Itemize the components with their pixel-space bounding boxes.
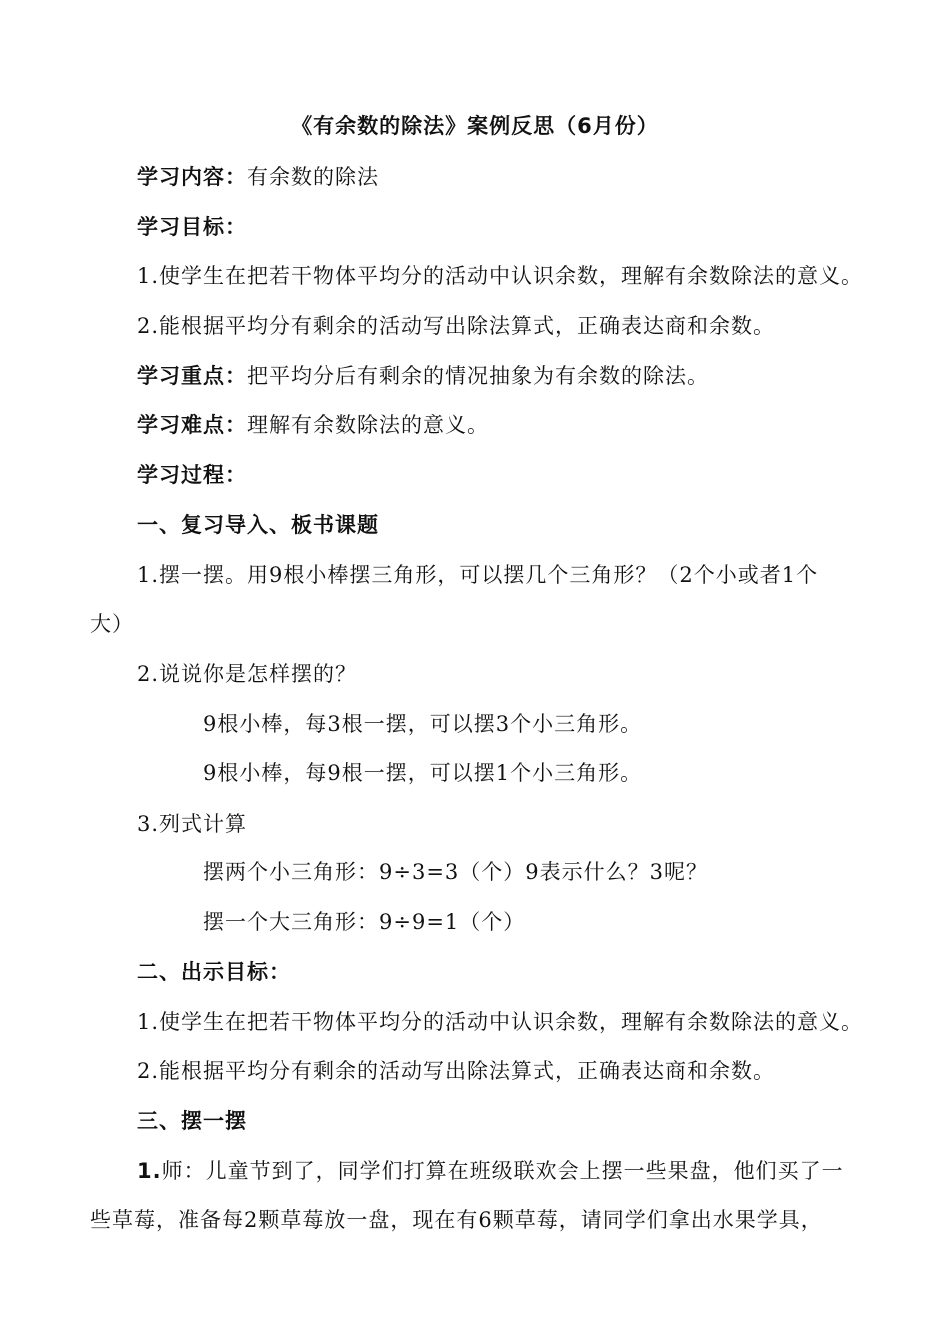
section1-item2-sub-2: 9根小棒，每9根一摆，可以摆1个小三角形。 bbox=[203, 761, 643, 785]
section1-item3-sub-2: 摆一个大三角形：9÷9=1（个） bbox=[203, 910, 526, 934]
section1-item2-sub-1: 9根小棒，每3根一摆，可以摆3个小三角形。 bbox=[203, 712, 643, 736]
difficulty-label: 学习难点： bbox=[137, 413, 247, 437]
content-label: 学习内容： bbox=[137, 165, 247, 189]
difficulty-row bbox=[137, 411, 489, 439]
key-point-row bbox=[137, 362, 709, 390]
section1-item1-line2: 大） bbox=[90, 612, 134, 636]
document-title: 《有余数的除法》案例反思（6月份） bbox=[291, 114, 659, 138]
section2-heading: 二、出示目标： bbox=[137, 960, 291, 984]
section3-heading: 三、摆一摆 bbox=[137, 1109, 247, 1133]
section2-item-1: 1.使学生在把若干物体平均分的活动中认识余数，理解有余数除法的意义。 bbox=[137, 1010, 864, 1034]
content-text: 有余数的除法 bbox=[247, 165, 379, 189]
section1-item2: 2.说说你是怎样摆的？ bbox=[137, 662, 358, 686]
process-label: 学习过程： bbox=[137, 463, 247, 487]
key-point-label: 学习重点： bbox=[137, 364, 247, 388]
section1-item3-sub-1: 摆两个小三角形：9÷3=3（个）9表示什么？3呢？ bbox=[203, 860, 708, 884]
difficulty-text: 理解有余数除法的意义。 bbox=[247, 413, 489, 437]
goal-item-1: 1.使学生在把若干物体平均分的活动中认识余数，理解有余数除法的意义。 bbox=[137, 264, 864, 288]
goal-item-2: 2.能根据平均分有剩余的活动写出除法算式，正确表达商和余数。 bbox=[137, 314, 776, 338]
section1-heading: 一、复习导入、板书课题 bbox=[137, 513, 379, 537]
section3-para-text: 师：儿童节到了，同学们打算在班级联欢会上摆一些果盘，他们买了一 bbox=[161, 1159, 844, 1183]
goals-label: 学习目标： bbox=[137, 215, 247, 239]
section2-item-2: 2.能根据平均分有剩余的活动写出除法算式，正确表达商和余数。 bbox=[137, 1059, 776, 1083]
section1-item1-line1: 1.摆一摆。用9根小棒摆三角形，可以摆几个三角形？（2个小或者1个 bbox=[137, 563, 819, 587]
section3-para-number: 1. bbox=[137, 1159, 162, 1183]
section1-item3: 3.列式计算 bbox=[137, 812, 248, 836]
section3-para-line1 bbox=[137, 1157, 844, 1185]
key-point-text: 把平均分后有剩余的情况抽象为有余数的除法。 bbox=[247, 364, 709, 388]
section3-para-line2: 些草莓，准备每2颗草莓放一盘，现在有6颗草莓，请同学们拿出水果学具， bbox=[90, 1208, 823, 1232]
content-row bbox=[137, 163, 379, 191]
